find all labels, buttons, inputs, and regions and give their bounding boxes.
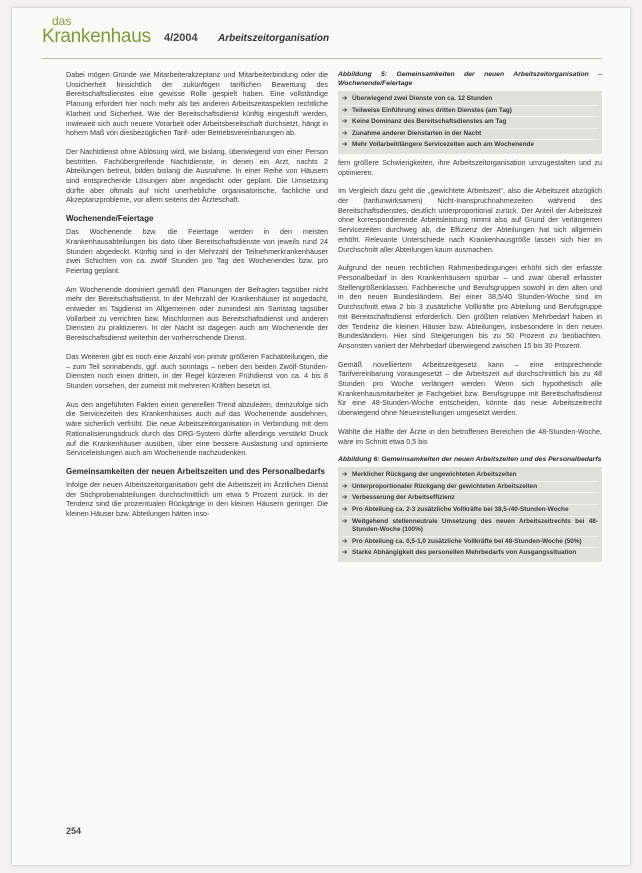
section-title: Arbeitszeitorganisation — [218, 33, 330, 44]
list-item: ➔ Unterproportionaler Rückgang der gewichteten Arbeitszeiten — [342, 482, 598, 494]
logo-krankenhaus: Krankenhaus — [42, 26, 151, 47]
figure-6-title: Abbildung 6: Gemeinsamkeiten der neuen Arbeitszeiten und des Personalbedarfs — [338, 456, 602, 464]
paragraph: fern größere Schwierigkeiten, ihre Arbeitszeitorganisation umzugestalten und zu optimieren. — [338, 157, 602, 177]
arrow-icon: ➔ — [342, 482, 348, 490]
arrow-icon: ➔ — [342, 471, 348, 479]
header-divider — [42, 58, 602, 59]
list-item: ➔ Überwiegend zwei Dienste von ca. 12 Stunden — [342, 94, 598, 106]
arrow-icon: ➔ — [342, 494, 348, 502]
paragraph: Aufgrund der neuen rechtlichen Rahmenbedingungen erhöht sich der erfasste Personalbedarf in den Krankenhäusern spürbar – und zwar überall erfasster Stellengrößenklassen. Fachbereiche und Berufsgruppen sowohl in den alten und in den neuen Bundesländern. Bei einer 38,5/40 Stunden-Woche sind im Durchschnitt etwa 2 bis 3 zusätzliche Vollkräfte pro Abteilung und Berufsgruppe mit Bereitschaftsdienst erforderlich. Den größten relativen Mehrbedarf haben in der Tendenz die kleinen Häuser bzw. Abteilungen, insbesondere in den neuen Bundesländern. Hier sind Steigerungen bis zu 50 Prozent zu beobachten. Ansonsten variiert der Mehrbedarf überwiegend zwischen 15 bis 30 Prozent. — [338, 263, 602, 350]
subheading-gemeinsamkeiten: Gemeinsamkeiten der neuen Arbeitszeiten und des Personalbedarfs — [66, 466, 325, 476]
arrow-icon: ➔ — [342, 118, 348, 126]
arrow-icon: ➔ — [342, 517, 348, 525]
logo-das: das — [52, 14, 72, 28]
arrow-icon: ➔ — [342, 106, 348, 114]
list-item: ➔ Pro Abteilung ca. 0,5-1,0 zusätzliche Vollkräfte bei 48-Stunden-Woche (50%) — [342, 537, 598, 549]
arrow-icon: ➔ — [342, 95, 348, 102]
list-item: ➔ Verbesserung der Arbeitseffizienz — [342, 493, 598, 505]
list-item: ➔ Starke Abhängigkeit des personellen Mehrbedarfs von Ausgangssituation — [342, 549, 577, 557]
arrow-icon: ➔ — [342, 549, 348, 557]
paragraph: Am Wochenende dominiert gemäß den Planungen der Befragten tagsüber nicht mehr der Bereitschaftsdienst. In der Mehrzahl der Krankenhäuser ist angedacht, entweder im Tagdienst im Allgemeinen oder zumindest am Samstag tagsüber Vollarbeit zu verrichten bzw. Mischformen aus Bereitschaftsdienst und anderen Diensten zu praktizieren. In der Nacht ist dagegen auch am Wochenende der Bereitschaftsdienst weiterhin der vorherrschende Dienst. — [66, 284, 328, 343]
paragraph: Infolge der neuen Arbeitszeitorganisation geht die Arbeitszeit im Ärztlichen Dienst der Stichprobenabteilungen durchschnittlich um etwa 5 Prozent zurück. In der Tendenz sind die prozentualen Rückgänge in den kleinen Häusern geringer. Die kleinen Häuser bzw. Abteilungen hätten inso- — [66, 479, 328, 519]
figure-6-box — [338, 467, 602, 562]
paragraph: Wählte die Hälfte der Ärzte in den betroffenen Bereichen die 48-Stunden-Woche, wäre im Schnitt etwa 0,5 bis — [338, 426, 602, 446]
list-item: ➔ Merklicher Rückgang der ungewichteten Arbeitszeiten — [342, 470, 598, 482]
left-column — [66, 70, 328, 528]
list-item: ➔ Weitgehend stellenneutrale Umsetzung des neuen Arbeitszeitrechts bei 48-Stunden-Woche (100%) — [342, 517, 598, 537]
paragraph: Das Wochenende bzw. die Feiertage werden in den meisten Krankenhausabteilungen bis dato über Bereitschaftsdienste von jeweils rund 24 Stunden abgedeckt. Künftig sind in der Mehrzahl der Teilnehmerkrankenhäuser zwei Schichten von ca. zwölf Stunden pro Tag des Wochenendes bzw. pro Feiertag geplant. — [66, 227, 328, 275]
figure-5-title: Abbildung 5: Gemeinsamkeiten der neuen Arbeitszeitorganisation – Wochenende/Feiertage — [338, 71, 602, 87]
figure-5-box — [338, 91, 602, 154]
paragraph: Dabei mögen Gründe wie Mitarbeiterakzeptanz und Mitarbeiterbindung oder die Unsicherheit hinsichtlich der zukünftigen tariflichen Bewertung des Bereitschaftsdienstes eine gewisse Rolle gespielt haben. Eine vollständige Planung erfordert hier noch mehr als bei anderen Arbeitszeitaspekten rechtliche Klarheit und Sicherheit. Wie der Bereitschaftsdienst künftig eingestuft werden, inwieweit sich auch neuere Vorarbeit oder Arbeitsbereitschaft durchsetzt, hängt in hohem Maß von diesbezüglichen Tarif- oder Betriebsvereinbarungen ab. — [66, 70, 328, 138]
arrow-icon: ➔ — [342, 506, 348, 514]
paragraph: Das Weiteren gibt es noch eine Anzahl von primär größeren Fachabteilungen, die – zum Teil sonnabends, ggf. auch sonntags – neben den beiden Zwölf-Stunden-Diensten noch einen dritten, in der Regel kürzeren Frühdienst von ca. 4 bis 8 Stunden vorsehen, der zumeist mit mehreren Kräften besetzt ist. — [66, 351, 328, 390]
arrow-icon: ➔ — [342, 129, 348, 137]
list-item: ➔ Pro Abteilung ca. 2-3 zusätzliche Vollkräfte bei 38,5-/40-Stunden-Woche — [342, 505, 598, 517]
page-number: 254 — [66, 826, 82, 836]
list-item: ➔ Keine Dominanz des Bereitschaftsdienstes am Tag — [342, 117, 598, 129]
issue-number: 4/2004 — [164, 32, 198, 44]
list-item: ➔ Mehr Vollarbeit/längere Servicezeiten auch am Wochenende — [342, 141, 534, 149]
right-column — [338, 70, 602, 566]
paragraph: Aus den angeführten Fakten einen generellen Trend abzuleiten, demzufolge sich die Servicezeiten des Krankenhauses auch auf das Wochenende ausdehnen, wäre sicherlich verfrüht. Die neue Arbeitszeitorganisation in Verbindung mit dem Rationalisierungsdruck durch das DRG-System dürfte allerdings verstärkt Druck auf die Krankenhäuser ausüben, über eine bessere Auslastung und optimierte Serviceleistungen auch am Wochenende nachzudenken. — [66, 399, 328, 458]
paragraph: Der Nachtdienst ohne Ablösung wird, wie bislang, überwiegend von einer Person bestritten. Fachübergreifende Nachtdienste, in denen ein Arzt, nachts 2 Abteilungen betreut, bilden bislang die Ausnahme. In einer Reihe von Häusern sind entsprechende Lösungen aber angedacht oder geplant. Die Umsetzung dürfte aber oftmals auf nicht unerhebliche organisatorische, fachliche und Akzeptanzprobleme, vor allem seitens der Ärzteschaft. — [66, 146, 328, 205]
arrow-icon: ➔ — [342, 141, 348, 149]
paragraph: Gemäß novelliertem Arbeitszeitgesetz kann – eine entsprechende Tarifvereinbarung vorausgesetzt – die Arbeitszeit auf durchschnittlich bis zu 48 Stunden pro Woche verlängert werden. Wenn sich hypothetisch alle Krankenhausmitarbeiter je Fachgebiet bzw. Berufsgruppe mit Bereitschaftsdienst für eine 48-Stunden-Woche entscheiden, könnte das neue Arbeitszeitrecht überwiegend ohne Neueinstellungen umgesetzt werden. — [338, 359, 602, 418]
page-sheet — [12, 8, 630, 865]
list-item: ➔ Zunahme anderer Dienstarten in der Nacht — [342, 129, 598, 141]
paragraph: Im Vergleich dazu geht die „gewichtete Arbeitszeit“, also die Arbeitszeit abzüglich der (tarifunwirksamen) Nicht-Inanspruchnahmezeiten während des Bereitschaftsdienstes, deutlich unterproportional zurück. Der Anteil der Arbeitszeit ohne korrespondierende Arbeitsleistung nimmt also auf Grund der verlängerten Servicezeiten durchweg ab, die Effizienz der Abteilungen hat sich allgemein erhöht. Relevante Unterschiede nach Krankenhausgröße lassen sich hier im Durchschnitt aller Abteilungen kaum ausmachen. — [338, 186, 602, 254]
list-item: ➔ Teilweise Einführung eines dritten Dienstes (am Tag) — [342, 106, 598, 118]
subheading-wochenende: Wochenende/Feiertage — [66, 214, 154, 224]
arrow-icon: ➔ — [342, 537, 348, 545]
